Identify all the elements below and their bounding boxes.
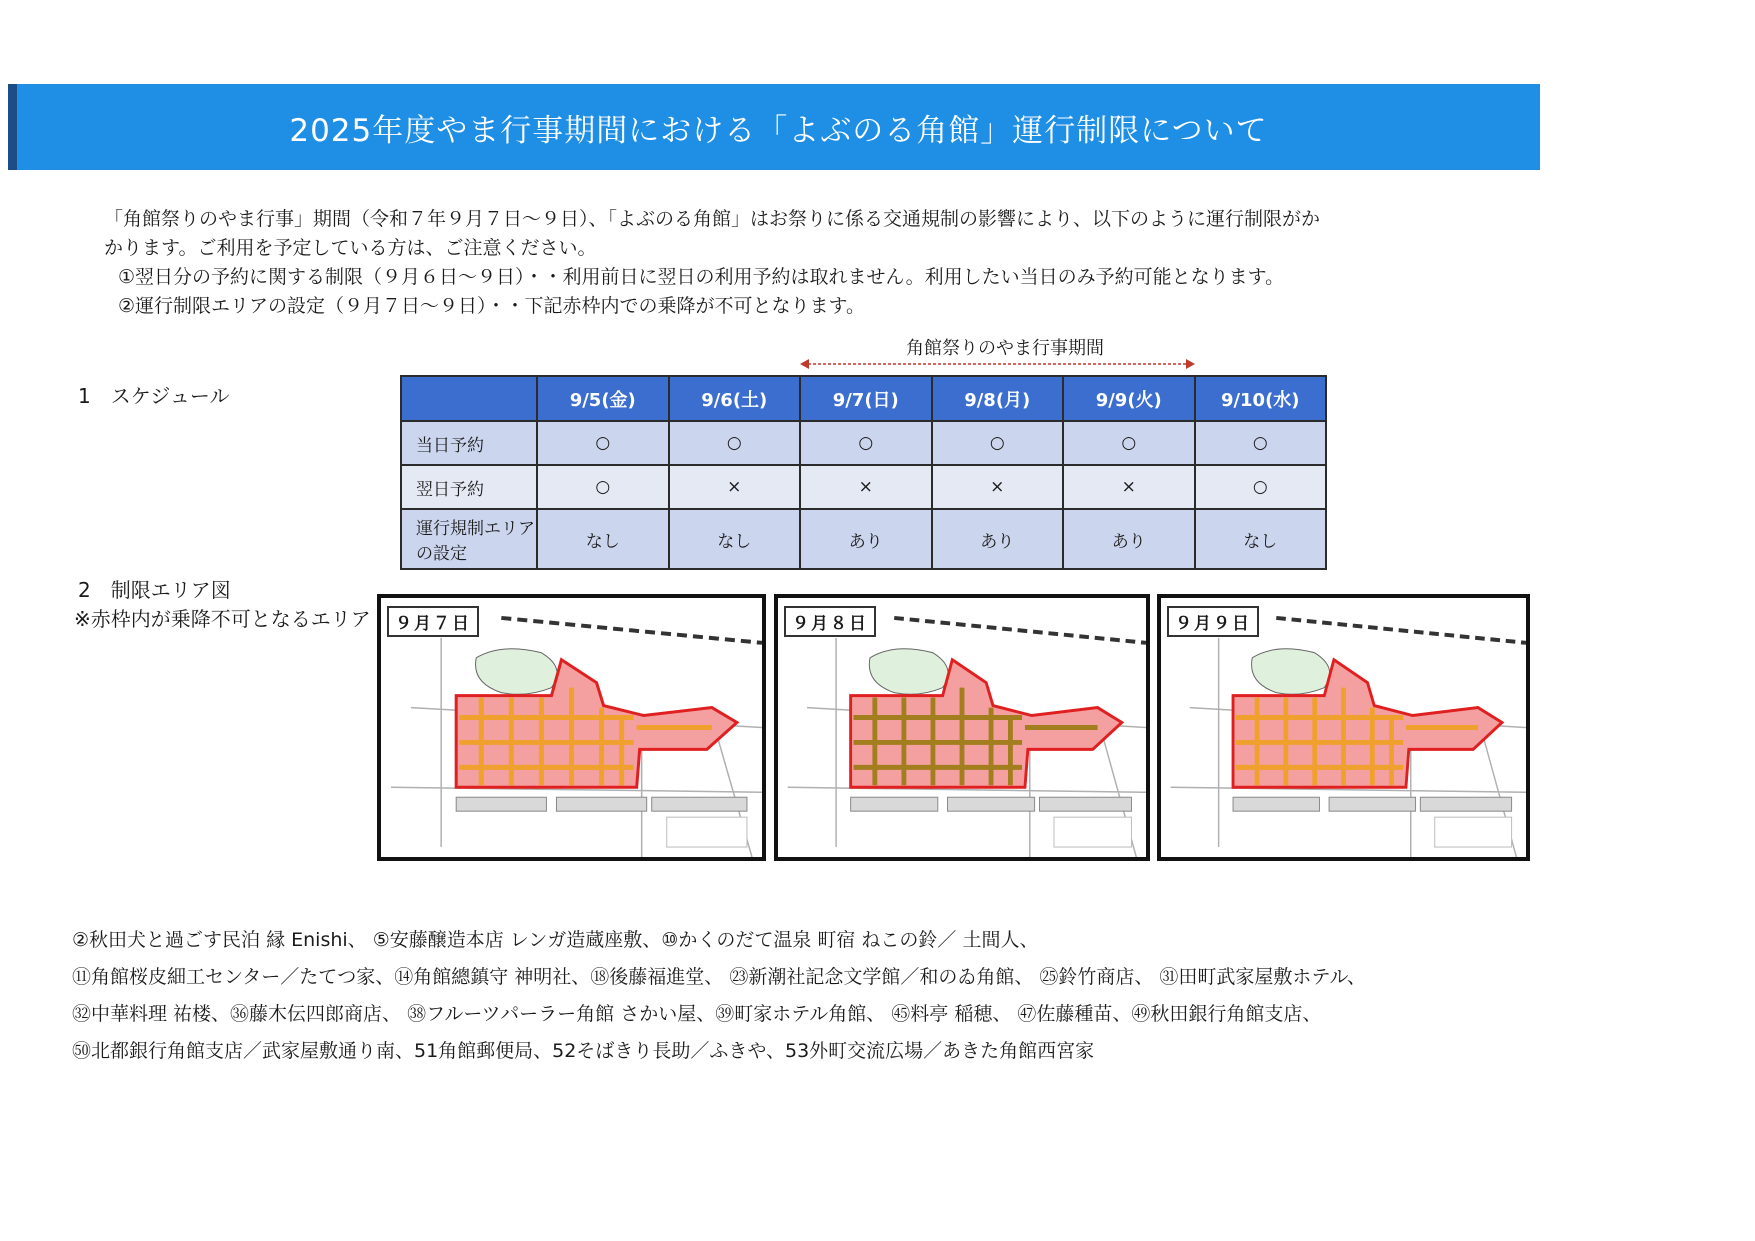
map-date-label: ９月８日 (784, 606, 876, 637)
col-header: 9/9(火) (1063, 376, 1195, 421)
table-cell: ○ (669, 421, 801, 465)
table-cell: ○ (800, 421, 932, 465)
table-cell: × (932, 465, 1064, 509)
facility-line-3: ㉜中華料理 祐楼、㊱藤木伝四郎商店、 ㊳フルーツパーラー角館 さかい屋、㊴町家ホテル角館、 ㊺料亭 稲穂、 ㊼佐藤種苗、㊾秋田銀行角館支店、 (72, 1003, 1322, 1025)
table-cell: ○ (1195, 421, 1327, 465)
schedule-table (400, 375, 1327, 570)
row-label-line-1: 運行規制エリア (416, 519, 535, 539)
table-cell: × (800, 465, 932, 509)
area-map-sep-7 (377, 594, 766, 861)
header-corner (401, 376, 537, 421)
schedule-header-row (401, 376, 1326, 421)
table-cell: なし (669, 509, 801, 569)
intro-text (104, 205, 1404, 321)
map-date-label: ９月９日 (1167, 606, 1259, 637)
area-heading: 2 制限エリア図 (78, 578, 231, 602)
table-cell: × (669, 465, 801, 509)
facility-line-2: ⑪角館桜皮細工センター／たてつ家、⑭角館總鎮守 神明社、⑱後藤福進堂、 ㉓新潮社記念文学館／和のゐ角館、 ㉕鈴竹商店、 ㉛田町武家屋敷ホテル、 (72, 966, 1366, 988)
row-label: 翌日予約 (401, 465, 537, 509)
area-map-sep-9 (1157, 594, 1530, 861)
table-cell: × (1063, 465, 1195, 509)
col-header: 9/5(金) (537, 376, 669, 421)
map-date-label: ９月７日 (387, 606, 479, 637)
col-header: 9/8(月) (932, 376, 1064, 421)
intro-line-1: 「角館祭りのやま行事」期間（令和７年９月７日～９日）、「よぶのる角館」はお祭りに係る交通規制の影響により、以下のように運行制限がか (104, 208, 1321, 230)
table-cell: ○ (1195, 465, 1327, 509)
col-header: 9/10(水) (1195, 376, 1327, 421)
table-cell: ○ (537, 421, 669, 465)
row-label-line-2: の設定 (416, 544, 467, 564)
table-cell: ○ (1063, 421, 1195, 465)
period-arrow (800, 356, 1195, 372)
table-cell: なし (1195, 509, 1327, 569)
facility-list (72, 922, 1552, 1070)
row-label: 当日予約 (401, 421, 537, 465)
col-header: 9/6(土) (669, 376, 801, 421)
facility-line-1: ②秋田犬と過ごす民泊 縁 Enishi、 ⑤安藤醸造本店 レンガ造蔵座敷、⑩かくのだて温泉 町宿 ねこの鈴／ 土間人、 (72, 929, 1039, 951)
table-cell: あり (1063, 509, 1195, 569)
period-label: 角館祭りのやま行事期間 (906, 338, 1104, 359)
col-header: 9/7(日) (800, 376, 932, 421)
row-label (401, 509, 537, 569)
table-row (401, 465, 1326, 509)
table-cell: なし (537, 509, 669, 569)
facility-line-4: ㊿北都銀行角館支店／武家屋敷通り南、51角館郵便局、52そばきり長助／ふきや、53外町交流広場／あきた角館西宮家 (72, 1040, 1095, 1062)
intro-item-1: ①翌日分の予約に関する制限（９月６日～９日）・・利用前日に翌日の利用予約は取れません。利用したい当日のみ予約可能となります。 (118, 266, 1285, 288)
table-cell: ○ (932, 421, 1064, 465)
schedule-heading: 1 スケジュール (78, 384, 230, 408)
area-map-sep-8 (774, 594, 1150, 861)
table-cell: あり (800, 509, 932, 569)
intro-item-2: ②運行制限エリアの設定（９月７日～９日）・・下記赤枠内での乗降が不可となります。 (118, 295, 866, 317)
title-banner (8, 84, 1540, 170)
page-title: 2025年度やま行事期間における「よぶのる角館」運行制限について (289, 112, 1268, 149)
area-note: ※赤枠内が乗降不可となるエリア (74, 607, 371, 631)
table-cell: あり (932, 509, 1064, 569)
table-cell: ○ (537, 465, 669, 509)
intro-line-2: かります。ご利用を予定している方は、ご注意ください。 (104, 237, 597, 259)
table-row (401, 421, 1326, 465)
table-row (401, 509, 1326, 569)
